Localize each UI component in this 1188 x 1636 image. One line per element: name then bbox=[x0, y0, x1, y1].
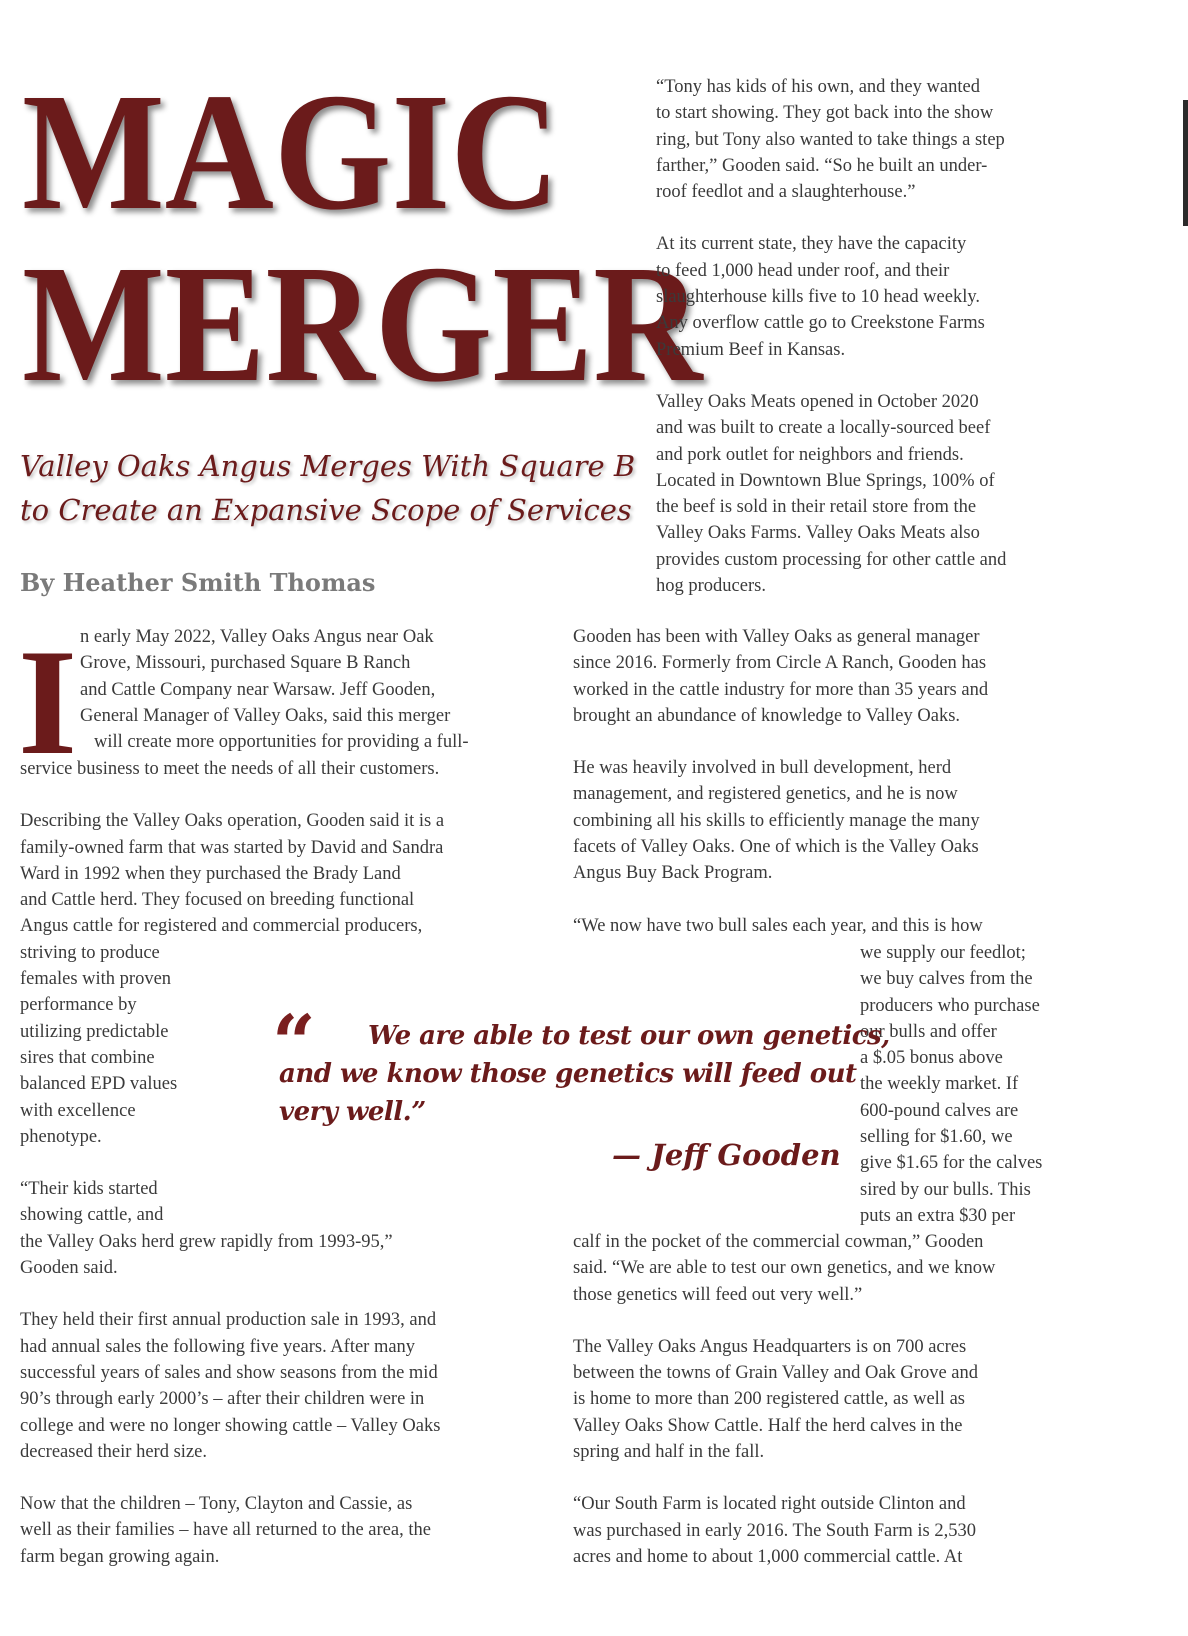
paragraph: He was heavily involved in bull development, herd management, and registered genetics, and he is now combining all his skills to efficiently manage the many facets of Valley Oaks. One of which is the Valley Oaks Angus Buy Back Program. bbox=[573, 758, 980, 884]
paragraph: “Their kids started showing cattle, and the Valley Oaks herd grew rapidly from 1993-95,” Gooden said. bbox=[20, 1179, 393, 1279]
paragraph: Now that the children – Tony, Clayton and Cassie, as well as their families – have all returned to the area, the farm began growing again. bbox=[20, 1494, 431, 1567]
paragraph: Describing the Valley Oaks operation, Gooden said it is a family-owned farm that was started by David and Sandra Ward in 1992 when they purchased the Brady Land and Cattle herd. They focused on breeding functional Angus cattle for registered and commercial producers, striving to produce females with proven performance by utilizing predictable sires that combine balanced EPD values with excellence phenotype. bbox=[20, 811, 445, 1147]
paragraph: “Tony has kids of his own, and they wanted to start showing. They got back into the show ring, but Tony also wanted to take things a step farther,” Gooden said. “So he built an under- roof feedlot and a slaughterhouse.” bbox=[656, 77, 1005, 203]
subtitle-line-1: Valley Oaks Angus Merges With Square B bbox=[20, 449, 636, 483]
paragraph: “Our South Farm is located right outside Clinton and was purchased in early 2016. The South Farm is 2,530 acres and home to about 1,000 commercial cattle. At bbox=[573, 1494, 976, 1567]
right-column bbox=[573, 624, 1093, 939]
paragraph: calf in the pocket of the commercial cowman,” Gooden said. “We are able to test our own genetics, and we know those genetics will feed out very well.” bbox=[573, 1232, 996, 1305]
paragraph: They held their first annual production sale in 1993, and had annual sales the following five years. After many successful years of sales and show seasons from the mid 90’s through early 2000’s – after their children were in college and were no longer showing cattle – Valley Oaks decreased their herd size. bbox=[20, 1310, 441, 1462]
paragraph: service business to meet the needs of all their customers. bbox=[20, 759, 440, 779]
drop-cap: I bbox=[18, 618, 78, 786]
paragraph: Gooden has been with Valley Oaks as general manager since 2016. Formerly from Circle A Ranch, Gooden has worked in the cattle industry for more than 35 years and brought an abundance of knowledge to Valley Oaks. bbox=[573, 627, 989, 726]
paragraph: At its current state, they have the capacity to feed 1,000 head under roof, and their slaughterhouse kills five to 10 head weekly. Any overflow cattle go to Creekstone Farms Premium Beef in Kansas. bbox=[656, 234, 985, 360]
pull-quote-line-3: very well.” bbox=[279, 1097, 426, 1127]
page-edge-bar bbox=[1183, 100, 1188, 226]
right-column-narrow: we supply our feedlot; we buy calves from the producers who purchase our bulls and offer a $.05 bonus above the weekly market. If 600-pound calves are selling for $1.60, we give $1.65 for the calves sired by our bulls. This puts an extra $30 per bbox=[860, 943, 1043, 1226]
quote-mark-icon: “ bbox=[272, 998, 316, 1087]
pull-quote-line-1: We are able to test our own genetics, bbox=[368, 1021, 890, 1051]
title-line-2: MERGER bbox=[22, 231, 703, 417]
pull-quote-attribution: — Jeff Gooden bbox=[612, 1138, 841, 1172]
left-column bbox=[20, 756, 540, 1570]
title-line-1: MAGIC bbox=[22, 59, 560, 245]
paragraph: “We now have two bull sales each year, and this is how bbox=[573, 915, 983, 936]
byline: By Heather Smith Thomas bbox=[20, 568, 376, 597]
paragraph: Valley Oaks Meats opened in October 2020 and was built to create a locally-sourced beef and pork outlet for neighbors and friends. Located in Downtown Blue Springs, 100% of the beef is sold in their retail store from the Valley Oaks Farms. Valley Oaks Meats also provides custom processing for other cattle and hog producers. bbox=[656, 391, 1007, 597]
paragraph: The Valley Oaks Angus Headquarters is on 700 acres between the towns of Grain Valley and Oak Grove and is home to more than 200 registered cattle, as well as Valley Oaks Show Cattle. Half the herd calves in the spring and half in the fall. bbox=[573, 1336, 978, 1463]
pull-quote-line-2: and we know those genetics will feed out bbox=[279, 1059, 857, 1089]
subtitle-line-2: to Create an Expansive Scope of Services bbox=[20, 493, 632, 527]
right-column-continued bbox=[573, 1229, 1093, 1570]
right-top-column bbox=[656, 74, 1076, 599]
intro-indented: n early May 2022, Valley Oaks Angus near Oak Grove, Missouri, purchased Square B Ranch and Cattle Company near Warsaw. Jeff Gooden, General Manager of Valley Oaks, said this merger will create more opportunities for providing a full- bbox=[80, 627, 469, 753]
